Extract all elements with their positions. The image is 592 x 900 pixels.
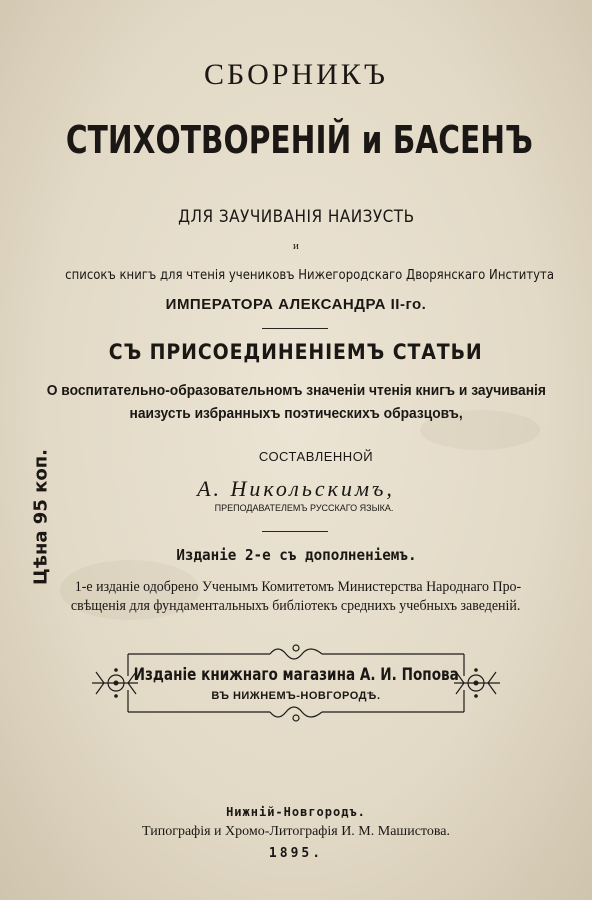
emperor-line: ИМПЕРАТОРА АЛЕКСАНДРА II-го.: [165, 296, 427, 313]
publisher-line1: Изданiе книжнаго магазина А. И. Попова: [133, 665, 459, 685]
edition-note-line1: 1-е изданiе одобрено Ученымъ Комитетомъ Министерства Народнаго Про-: [74, 579, 522, 595]
book-title-line1: СБОРНИКЪ: [204, 58, 388, 91]
book-subtitle: ДЛЯ ЗАУЧИВАНIЯ НАИЗУСТЬ: [177, 207, 415, 227]
conjunction: и: [293, 240, 299, 252]
compiled-by: СОСТАВЛЕННОЙ: [258, 449, 374, 464]
publisher-line2: ВЪ НИЖНЕМЪ-НОВГОРОДѢ.: [211, 690, 381, 702]
imprint-press: Типографія и Хромо-Литографія И. М. Машистова.: [142, 824, 450, 839]
price-stamp: Цѣна 95 коп.: [30, 449, 52, 585]
supplement-heading: СЪ ПРИСОЕДИНЕНIЕМЪ СТАТЬИ: [109, 340, 483, 364]
author-position: ПРЕПОДАВАТЕЛЕМЪ РУССКАГО ЯЗЫКА.: [214, 503, 394, 513]
supplement-line1: О воспитательно-образовательномъ значенiи чтенія книгъ и заучиванiя: [46, 382, 546, 399]
book-list-line: списокъ книгъ для чтенія учениковъ Нижегородскаго Дворянскаго Института: [65, 268, 555, 283]
book-title-line2: СТИХОТВОРЕНIЙ и БАСЕНЪ: [65, 118, 533, 162]
imprint-city: Нижнiй-Новгородъ.: [226, 805, 366, 819]
divider: [262, 328, 328, 329]
author-name: А. Никольскимъ,: [197, 476, 395, 501]
edition-note-line2: свѣщенія для фундаментальныхъ библiотекъ среднихъ учебныхъ заведеній.: [71, 598, 521, 614]
edition-title: Изданіе 2-е съ дополненіемъ.: [175, 546, 417, 564]
imprint-year: 1895.: [268, 846, 324, 861]
divider: [262, 531, 328, 532]
supplement-line2: наизусть избранныхъ поэтическихъ образцовъ,: [129, 405, 463, 422]
